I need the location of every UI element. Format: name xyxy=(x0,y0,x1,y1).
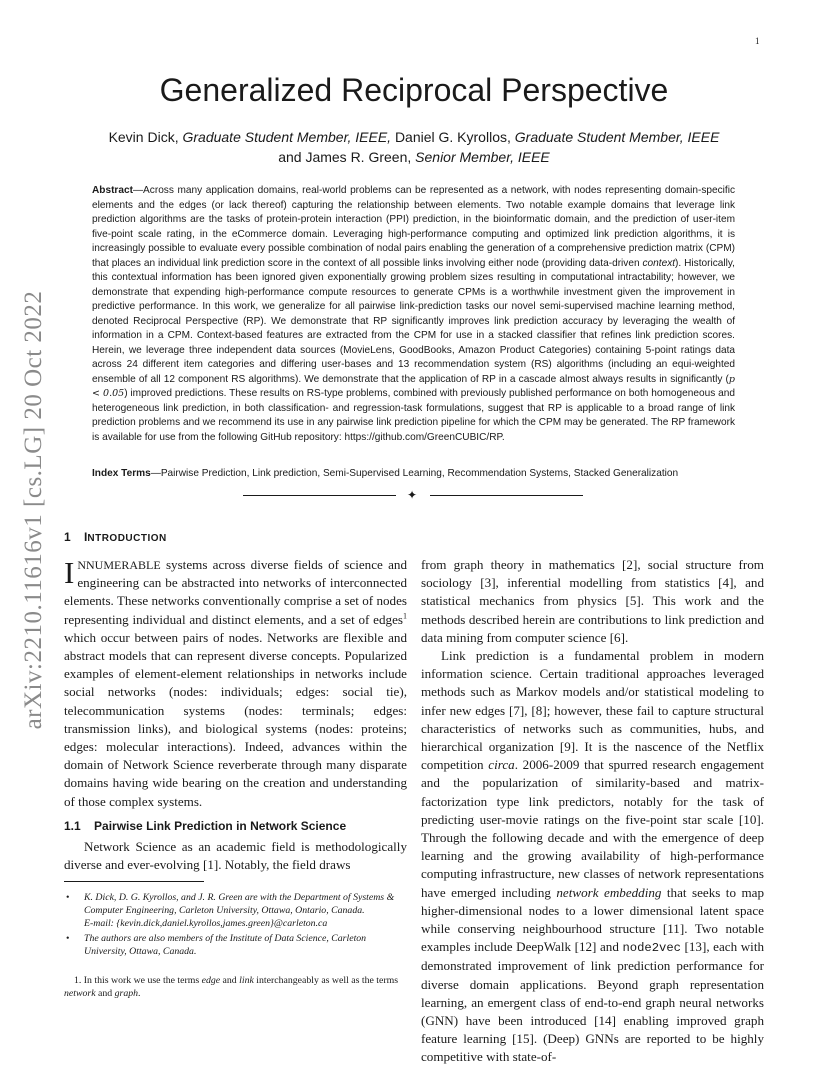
abstract-label: Abstract xyxy=(92,185,133,196)
divider-diamond-icon: ✦ xyxy=(407,488,418,502)
footnote-1-text-b: and xyxy=(220,975,240,986)
author-1-name: Kevin Dick, xyxy=(108,129,179,145)
subsection-1-1-number: 1.1 xyxy=(64,819,81,833)
footnote-1-text-c: interchangeably as well as the terms xyxy=(253,975,399,986)
right-column xyxy=(421,556,764,1067)
subsection-1-1-text xyxy=(64,838,407,874)
abstract-context-word: context xyxy=(642,257,676,269)
footnotes xyxy=(64,891,407,1000)
right-p2-node2vec: node2vec xyxy=(622,941,681,956)
right-paragraph-2 xyxy=(421,647,764,1067)
page-number: 1 xyxy=(755,36,760,46)
subsection-1-1-heading xyxy=(64,819,346,833)
right-p2-text-b: . 2006-2009 that spurred research engagement and the popularization of similarity-based and matrix-factorization type link predictors, notably for the task of predicting user-movie ratings on the five-point star scale [10]. Through the following decade and with the emergence of deep learning and the growing availability of high-performance computing infrastructure, new classes of network representations have emerged including xyxy=(421,757,764,900)
dropcap: I xyxy=(64,555,75,590)
abstract-pvalue: p < 0.05 xyxy=(92,373,735,399)
author-2-role: Graduate Student Member, IEEE xyxy=(514,129,720,145)
intro-text-a: systems across diverse fields of science and engineering can be abstracted into networks of interconnected elements. These networks conventionally comprise a set of nodes representing individual and distinct elements, and a set of edges xyxy=(64,557,407,627)
footnote-1-edge: edge xyxy=(201,975,221,986)
author-1-role: Graduate Student Member, IEEE, xyxy=(182,129,392,145)
affiliation-note-2: • The authors are also members of the Institute of Data Science, Carleton University, Ottawa, Canada. xyxy=(64,932,407,958)
author-3-name: and James R. Green, xyxy=(278,149,412,165)
subsection-1-1-title: Pairwise Link Prediction in Network Science xyxy=(94,819,347,833)
arxiv-stamp xyxy=(4,290,64,730)
section-1-number: 1 xyxy=(64,530,71,544)
index-terms xyxy=(92,467,735,481)
footnote-1-link: link xyxy=(239,975,254,986)
author-2-name: Daniel G. Kyrollos, xyxy=(394,129,511,145)
footnote-ref-1: 1 xyxy=(403,611,407,621)
abstract-text-3: ) improved predictions. These results on RS-type problems, combined with previously published performance on both homogeneous and heterogeneous link prediction, in both classification- and regression-task formulations, suggest that RP is applicable to a broad range of link prediction problems and we recommend its use in any pairwise link prediction pipeline for which the CPM may be generated. The RP framework is available for use from the following GitHub repository: https://github.com/GreenCUBIC/RP. xyxy=(92,388,735,443)
paper-title: Generalized Reciprocal Perspective xyxy=(159,72,669,108)
divider-line-left xyxy=(243,495,396,496)
affiliation-email: E-mail: {kevin.dick,daniel.kyrollos,james.green}@carleton.ca xyxy=(84,918,328,929)
right-paragraph-1: from graph theory in mathematics [2], social structure from sociology [3], inferential modelling from statistics [4], and statistical mechanics from physics [5]. This work and the methods described herein are contributions to link prediction and data mining from computer science [6]. xyxy=(421,557,764,645)
subsection-1-1-paragraph: Network Science as an academic field is methodologically diverse and ever-evolving [1]. Notably, the field draws xyxy=(64,839,407,873)
right-p2-text-c: that seeks to map higher-dimensional nodes to a lower dimensional latent space while conserving neighbourhood structure [11]. Two notable examples include DeepWalk [12] and xyxy=(421,884,764,955)
right-p2-text-a: Link prediction is a fundamental problem in modern information science. Certain traditional approaches leveraged methods such as Markov models and/or statistical modeling to infer new edges [7], [8]; however, these fail to capture structural characteristics of networks such as communities, hubs, and hierarchical organization [9]. It is the nascence of the Netflix competition xyxy=(421,648,764,773)
author-list xyxy=(60,127,768,167)
section-1-title-first: I xyxy=(84,530,88,544)
right-p2-circa: circa xyxy=(488,757,515,773)
right-p2-text-d: [13], each with demonstrated improvement of link prediction performance for diverse domain applications. Beyond graph representation learning, an emergent class of end-to-end graph neural networks (GNN) have been introduced [14] enabling improved graph feature learning [15]. (Deep) GNNs are reported to be highly competitive with state-of- xyxy=(421,939,764,1065)
intro-text-b: which occur between pairs of nodes. Networks are flexible and abstract models that can represent diverse concepts. Popularized examples of element-element relationships in networks include social networks (nodes: individuals; edges: social tie), telecommunication systems (nodes: terminals; edges: transmission links), and biological systems (nodes: proteins; edges: molecular interactions). Indeed, advances within the domain of Network Science reverberate through many disparate domains having wide bearing on the creation and understanding of those complex systems. xyxy=(64,629,407,809)
abstract-text-2: ). Historically, this contextual information has been ignored given exponentially growing problem sizes resulting in computational intractability; however, we demonstrate that expending high-performance compute resources to generate CPMs is a worthwhile investment given the improvement in predictive performance. In this work, we generalize for all pairwise link-prediction tasks our novel semi-supervised machine learning method, denoted Reciprocal Perspective (RP). We demonstrate that RP significantly improves link prediction accuracy by leveraging the wealth of information in a CPM. Context-based features are extracted from the CPM for use in a stacked classifier that refines link prediction scores. Herein, we leverage three independent data sources (MovieLens, GoodBooks, Amazon Product Categories) containing 5-point ratings data across 24 different item categories and differing user-bases and 13 recommendation system (RS) algorithms (including an equi-weighted ensemble of all 12 component RS algorithms). We demonstrate that the application of RP in a cascade almost always results in significantly ( xyxy=(92,257,735,385)
section-divider xyxy=(243,487,583,505)
footnote-rule xyxy=(64,881,204,882)
footnote-1-graph: graph xyxy=(114,988,139,999)
divider-line-right xyxy=(430,495,583,496)
footnote-1-network: network xyxy=(64,988,96,999)
affiliation-note-1 xyxy=(64,891,407,930)
affiliation-note-1-text: K. Dick, D. G. Kyrollos, and J. R. Green are with the Department of Systems & Computer Engineering, Carleton University, Ottawa, Ontario, Canada. xyxy=(84,892,395,916)
footnote-1-text-d: and xyxy=(95,988,115,999)
footnote-1-text-e: . xyxy=(138,988,141,999)
arxiv-stamp-text: arXiv:2210.11616v1 [cs.LG] 20 Oct 2022 xyxy=(20,290,47,730)
index-terms-label: Index Terms xyxy=(92,468,151,479)
index-terms-text: —Pairwise Prediction, Link prediction, Semi-Supervised Learning, Recommendation Systems, Stacked Generalization xyxy=(150,468,679,479)
abstract-text-1: —Across many application domains, real-world problems can be represented as a network, with nodes representing domain-specific elements and the edges (or lack thereof) capturing the relationship between elements. Two notable example domains that leverage link prediction algorithms are the tasks of protein-protein interaction (PPI) prediction, in the bioinformatic domain, and the prediction of user-item five-point scale rating, in the eCommerce domain. Leveraging high-performance computing and optimized link prediction algorithms, it is increasingly possible to evaluate every possible combination of nodal pairs enabling the generation of a comprehensive prediction matrix (CPM) that places an individual link prediction score in the context of all possible links involving either node (providing data-driven xyxy=(92,185,735,269)
section-1-title-rest: NTRODUCTION xyxy=(87,533,167,544)
footnote-1-text-a: 1. In this work we use the terms xyxy=(74,975,202,986)
author-3-role: Senior Member, IEEE xyxy=(415,149,550,165)
intro-smallcaps: NNUMERABLE xyxy=(77,558,161,572)
footnote-1 xyxy=(64,974,407,1000)
right-p2-network-embedding: network embedding xyxy=(556,884,662,900)
abstract xyxy=(92,184,735,445)
section-1-heading xyxy=(64,530,167,544)
intro-paragraph xyxy=(64,556,407,811)
